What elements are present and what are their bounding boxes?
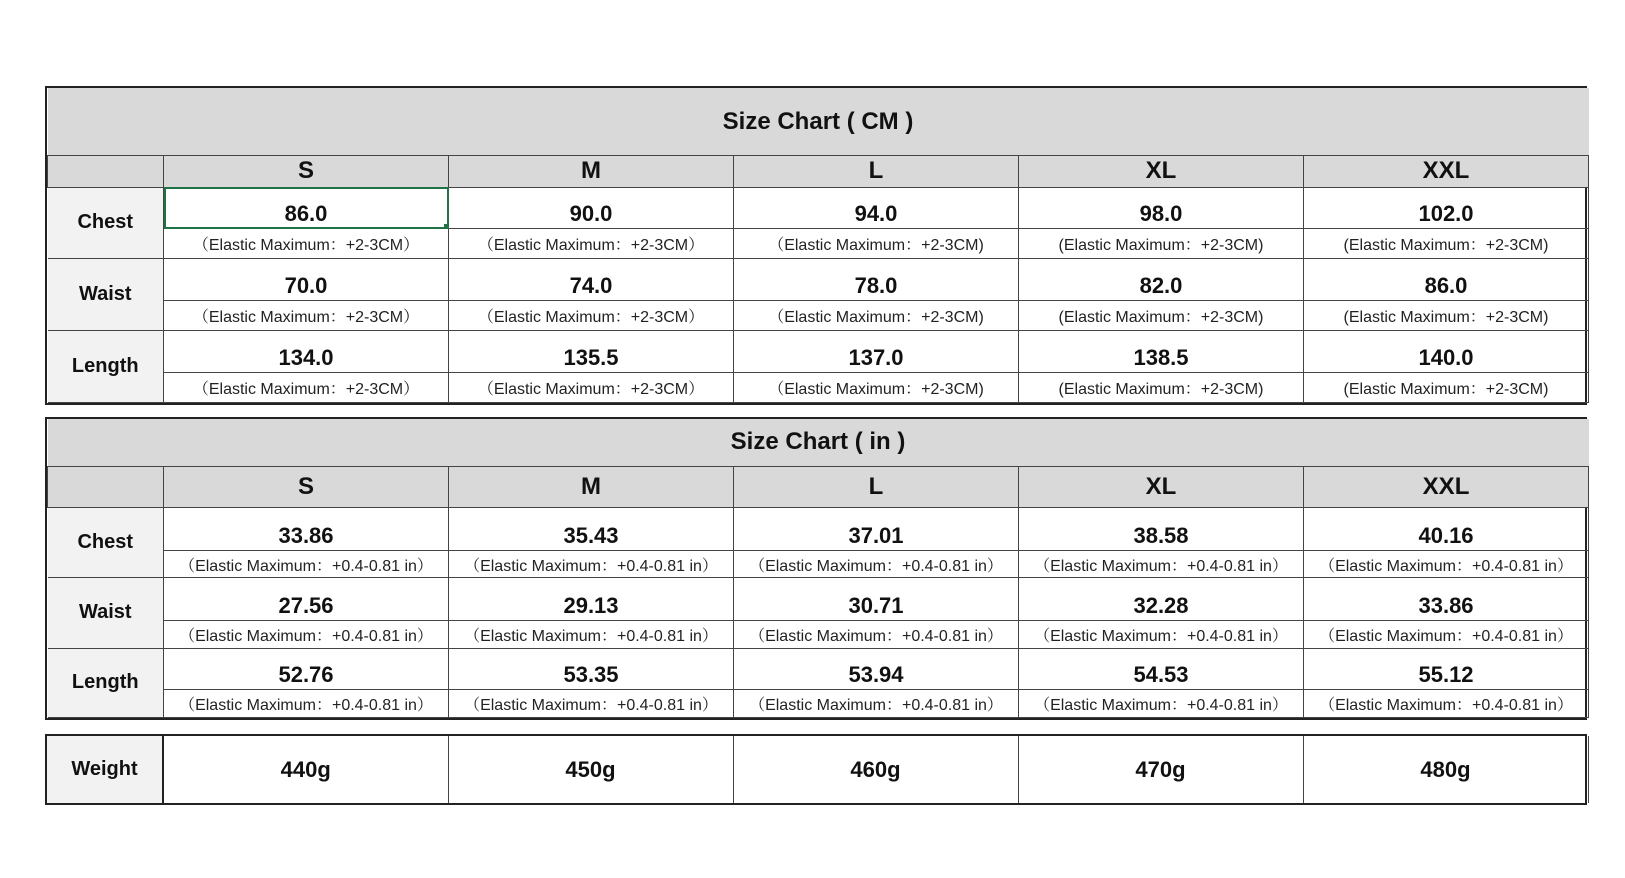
in-waist-value-cell[interactable]: 33.86 — [1304, 578, 1589, 621]
cm-length-value-cell[interactable]: 135.5 — [449, 331, 734, 372]
fill-handle[interactable] — [444, 224, 449, 229]
in-chest-note-cell[interactable]: （Elastic Maximum：+0.4-0.81 in） — [1304, 551, 1589, 578]
cm-size-header[interactable]: L — [734, 156, 1019, 187]
in-chart-title: Size Chart ( in ) — [48, 419, 1589, 466]
weight-row — [47, 736, 1588, 803]
cm-chest-value-cell[interactable]: 102.0 — [1304, 187, 1589, 228]
in-waist-value-cell[interactable]: 27.56 — [164, 578, 449, 621]
cm-row-label-chest[interactable]: Chest — [48, 187, 164, 259]
in-chest-note-cell[interactable]: （Elastic Maximum：+0.4-0.81 in） — [449, 551, 734, 578]
cm-length-value-row — [48, 331, 1589, 372]
cm-waist-value-cell[interactable]: 78.0 — [734, 259, 1019, 300]
in-length-value-cell[interactable]: 53.94 — [734, 648, 1019, 689]
cm-chest-value-cell[interactable]: 90.0 — [449, 187, 734, 228]
cm-chest-value-row — [48, 187, 1589, 228]
cm-waist-note-cell[interactable]: （Elastic Maximum：+2-3CM) — [734, 300, 1019, 330]
in-length-value-cell[interactable]: 53.35 — [449, 648, 734, 689]
in-length-note-row — [48, 689, 1589, 717]
cm-waist-note-row — [48, 300, 1589, 330]
in-size-header[interactable]: S — [164, 466, 449, 507]
in-waist-value-cell[interactable]: 30.71 — [734, 578, 1019, 621]
in-row-label-length[interactable]: Length — [48, 648, 164, 717]
cm-waist-note-cell[interactable]: （Elastic Maximum：+2-3CM） — [164, 300, 449, 330]
cm-length-note-row — [48, 372, 1589, 402]
in-size-header[interactable]: M — [449, 466, 734, 507]
in-chest-value-cell[interactable]: 38.58 — [1019, 507, 1304, 550]
in-chest-value-cell[interactable]: 37.01 — [734, 507, 1019, 550]
cm-length-note-cell[interactable]: (Elastic Maximum：+2-3CM) — [1019, 372, 1304, 402]
cm-length-value-cell[interactable]: 138.5 — [1019, 331, 1304, 372]
in-waist-note-row — [48, 621, 1589, 648]
weight-table-grid — [47, 736, 1589, 803]
cm-length-note-cell[interactable]: （Elastic Maximum：+2-3CM） — [164, 372, 449, 402]
in-waist-value-cell[interactable]: 29.13 — [449, 578, 734, 621]
in-chest-note-cell[interactable]: （Elastic Maximum：+0.4-0.81 in） — [734, 551, 1019, 578]
cm-waist-value-cell[interactable]: 82.0 — [1019, 259, 1304, 300]
in-size-header-row — [48, 466, 1589, 507]
weight-label[interactable]: Weight — [47, 736, 163, 803]
in-chest-value-cell[interactable]: 35.43 — [449, 507, 734, 550]
cm-chest-note-cell[interactable]: （Elastic Maximum：+2-3CM） — [449, 229, 734, 259]
in-chest-note-cell[interactable]: （Elastic Maximum：+0.4-0.81 in） — [1019, 551, 1304, 578]
cm-length-value-cell[interactable]: 140.0 — [1304, 331, 1589, 372]
in-length-value-cell[interactable]: 54.53 — [1019, 648, 1304, 689]
in-waist-note-cell[interactable]: （Elastic Maximum：+0.4-0.81 in） — [1304, 621, 1589, 648]
in-chest-value-row — [48, 507, 1589, 550]
in-size-header[interactable]: XL — [1019, 466, 1304, 507]
weight-value-cell[interactable]: 470g — [1018, 736, 1303, 803]
cell-value: 86.0 — [284, 201, 328, 227]
in-chest-note-cell[interactable]: （Elastic Maximum：+0.4-0.81 in） — [164, 551, 449, 578]
in-waist-note-cell[interactable]: （Elastic Maximum：+0.4-0.81 in） — [449, 621, 734, 648]
in-waist-note-cell[interactable]: （Elastic Maximum：+0.4-0.81 in） — [734, 621, 1019, 648]
cm-chest-note-cell[interactable]: （Elastic Maximum：+2-3CM） — [164, 229, 449, 259]
in-corner-cell[interactable] — [48, 466, 164, 507]
in-length-note-cell[interactable]: （Elastic Maximum：+0.4-0.81 in） — [1304, 689, 1589, 717]
in-size-header[interactable]: XXL — [1304, 466, 1589, 507]
cm-waist-value-cell[interactable]: 74.0 — [449, 259, 734, 300]
cm-length-value-cell[interactable]: 137.0 — [734, 331, 1019, 372]
cm-size-header[interactable]: M — [449, 156, 734, 187]
cm-chest-value-cell[interactable]: 94.0 — [734, 187, 1019, 228]
cm-waist-value-cell[interactable]: 70.0 — [164, 259, 449, 300]
in-length-note-cell[interactable]: （Elastic Maximum：+0.4-0.81 in） — [734, 689, 1019, 717]
in-row-label-waist[interactable]: Waist — [48, 578, 164, 648]
cm-size-header[interactable]: XXL — [1304, 156, 1589, 187]
weight-value-cell[interactable]: 440g — [163, 736, 448, 803]
in-length-note-cell[interactable]: （Elastic Maximum：+0.4-0.81 in） — [164, 689, 449, 717]
in-chest-note-row — [48, 551, 1589, 578]
cm-chest-value-cell[interactable]: 98.0 — [1019, 187, 1304, 228]
in-chest-value-cell[interactable]: 40.16 — [1304, 507, 1589, 550]
cm-waist-value-cell[interactable]: 86.0 — [1304, 259, 1589, 300]
size-chart-in-table — [47, 419, 1589, 718]
in-waist-value-row — [48, 578, 1589, 621]
in-size-header[interactable]: L — [734, 466, 1019, 507]
in-length-value-row — [48, 648, 1589, 689]
in-waist-note-cell[interactable]: （Elastic Maximum：+0.4-0.81 in） — [1019, 621, 1304, 648]
cm-waist-note-cell[interactable]: (Elastic Maximum：+2-3CM) — [1019, 300, 1304, 330]
size-chart-in — [45, 417, 1587, 720]
cm-chart-title: Size Chart ( CM ) — [48, 88, 1589, 156]
cm-chest-note-cell[interactable]: (Elastic Maximum：+2-3CM) — [1304, 229, 1589, 259]
cm-row-label-waist[interactable]: Waist — [48, 259, 164, 331]
in-chest-value-cell[interactable]: 33.86 — [164, 507, 449, 550]
in-length-value-cell[interactable]: 55.12 — [1304, 648, 1589, 689]
size-chart-cm-table — [47, 88, 1589, 403]
in-length-value-cell[interactable]: 52.76 — [164, 648, 449, 689]
cm-length-note-cell[interactable]: （Elastic Maximum：+2-3CM） — [449, 372, 734, 402]
cm-waist-value-row — [48, 259, 1589, 300]
in-length-note-cell[interactable]: （Elastic Maximum：+0.4-0.81 in） — [449, 689, 734, 717]
cm-chest-note-cell[interactable]: (Elastic Maximum：+2-3CM) — [1019, 229, 1304, 259]
cm-length-value-cell[interactable]: 134.0 — [164, 331, 449, 372]
cm-corner-cell[interactable] — [48, 156, 164, 187]
size-chart-cm — [45, 86, 1587, 405]
cm-size-header[interactable]: XL — [1019, 156, 1304, 187]
cm-chest-value-cell[interactable] — [164, 187, 449, 228]
cm-chest-note-row — [48, 229, 1589, 259]
cm-size-header[interactable]: S — [164, 156, 449, 187]
in-length-note-cell[interactable]: （Elastic Maximum：+0.4-0.81 in） — [1019, 689, 1304, 717]
cm-chest-note-cell[interactable]: （Elastic Maximum：+2-3CM) — [734, 229, 1019, 259]
in-row-label-chest[interactable]: Chest — [48, 507, 164, 577]
weight-value-cell[interactable]: 450g — [448, 736, 733, 803]
in-waist-value-cell[interactable]: 32.28 — [1019, 578, 1304, 621]
weight-value-cell[interactable]: 460g — [733, 736, 1018, 803]
cm-length-note-cell[interactable]: (Elastic Maximum：+2-3CM) — [1304, 372, 1589, 402]
cm-row-label-length[interactable]: Length — [48, 331, 164, 403]
cm-waist-note-cell[interactable]: (Elastic Maximum：+2-3CM) — [1304, 300, 1589, 330]
in-waist-note-cell[interactable]: （Elastic Maximum：+0.4-0.81 in） — [164, 621, 449, 648]
weight-table — [45, 734, 1587, 805]
cm-waist-note-cell[interactable]: （Elastic Maximum：+2-3CM） — [449, 300, 734, 330]
cm-length-note-cell[interactable]: （Elastic Maximum：+2-3CM) — [734, 372, 1019, 402]
weight-value-cell[interactable]: 480g — [1303, 736, 1588, 803]
cm-size-header-row — [48, 156, 1589, 187]
